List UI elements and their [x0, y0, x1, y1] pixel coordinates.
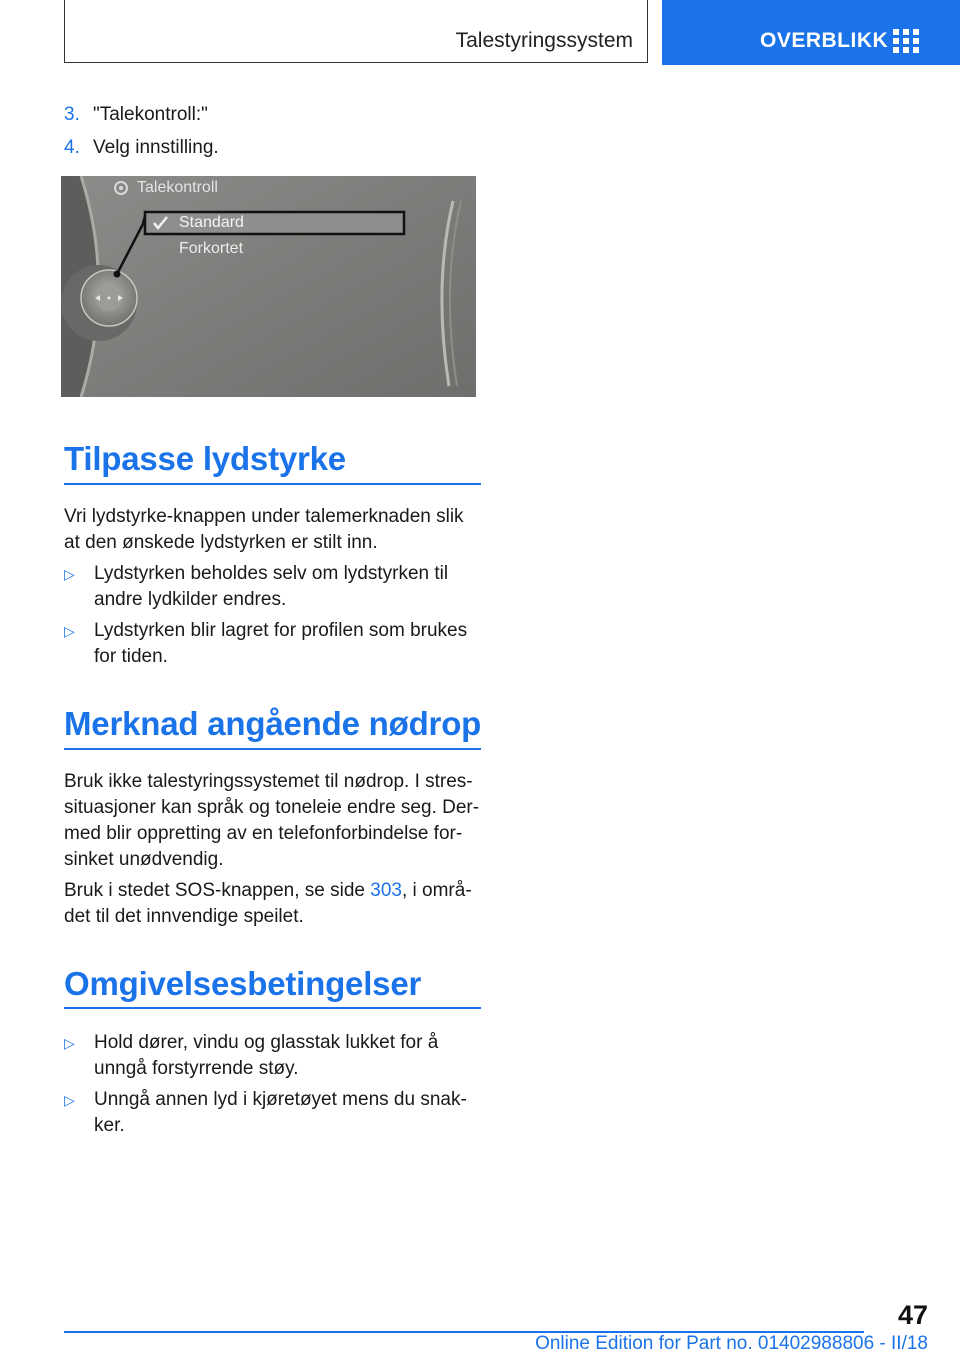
list-item-text: Unngå annen lyd i kjøretøyet mens du snak‐ker. [94, 1089, 467, 1136]
section-title: Talestyringssystem [455, 29, 633, 52]
screen-item-standard: Standard [179, 214, 244, 231]
control-display-figure [61, 176, 476, 397]
grid-icon [893, 29, 920, 54]
step-number: 4. [64, 137, 80, 158]
step-text: "Talekontroll:" [93, 104, 208, 125]
paragraph-text: , i områ‐det til det innvendige speilet. [64, 880, 472, 927]
paragraph-text: Bruk i stedet SOS-knappen, se side [64, 880, 371, 901]
heading-omgivelsesbetingelser: Omgivelsesbetingelser [64, 965, 422, 1002]
step-3 [64, 104, 208, 126]
step-number: 3. [64, 104, 80, 125]
heading-rule [64, 1007, 481, 1009]
overview-tab-label: OVERBLIKK [760, 29, 889, 52]
heading-rule [64, 483, 481, 485]
heading-tilpasse-lydstyrke: Tilpasse lydstyrke [64, 440, 346, 477]
triangle-bullet-icon: ▷ [64, 623, 75, 639]
page-link-303[interactable]: 303 [370, 880, 402, 901]
list-item-text: Lydstyrken beholdes selv om lydstyrken til andre lydkilder endres. [94, 563, 449, 610]
header-section-box [64, 0, 648, 63]
step-4 [64, 137, 219, 159]
list-item-text: Lydstyrken blir lagret for profilen som brukes for tiden. [94, 620, 468, 667]
heading-merknad-nodrop: Merknad angående nødrop [64, 705, 482, 742]
paragraph: Vri lydstyrke-knappen under talemerknaden slik at den ønskede lydstyrken er stilt inn. [64, 506, 464, 553]
heading-rule [64, 748, 481, 750]
triangle-bullet-icon: ▷ [64, 1035, 75, 1051]
screen-menu-title: Talekontroll [137, 179, 218, 196]
list-item-text: Hold dører, vindu og glasstak lukket for å unngå forstyrrende støy. [94, 1032, 439, 1079]
overview-tab[interactable] [662, 0, 960, 65]
triangle-bullet-icon: ▷ [64, 566, 75, 582]
step-text: Velg innstilling. [93, 137, 219, 158]
triangle-bullet-icon: ▷ [64, 1092, 75, 1108]
screen-item-forkortet: Forkortet [179, 240, 244, 257]
footer-edition: Online Edition for Part no. 01402988806 - II/18 [535, 1333, 928, 1354]
paragraph-with-link [64, 878, 484, 930]
paragraph: Bruk ikke talestyringssystemet til nødrop. I stres‐situasjoner kan språk og toneleie endre seg. Der‐med blir oppretting av en telefonforbindelse for‐sinket unødvendig. [64, 771, 480, 870]
page-number: 47 [897, 1300, 928, 1330]
